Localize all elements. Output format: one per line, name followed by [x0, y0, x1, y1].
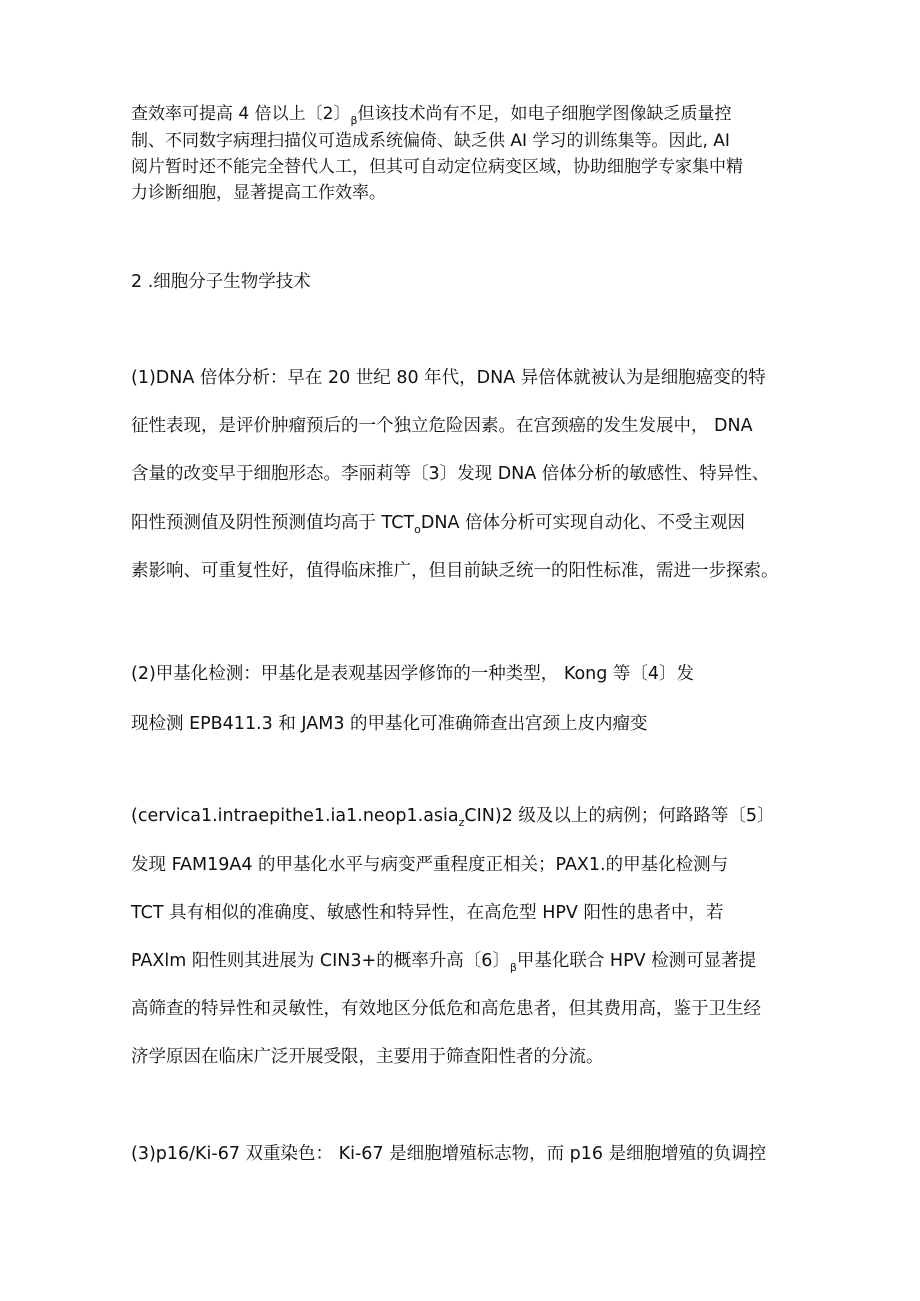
paragraph-line: 阳性预测值及阴性预测值均高于 $TCT_oDNA$ 倍体分析可实现自动化、不受主观因 [131, 513, 745, 536]
paragraph-line: 制、不同数字病理扫描仪可造成系统偏倚、缺乏供 AI 学习的训练集等。因此, AI [131, 131, 730, 151]
paragraph-line: 查效率可提高 4 倍以上〔2〕$_\beta$但该技术尚有不足，如电子细胞学图像缺乏质量控 [131, 104, 732, 127]
paragraph-line: (1)DNA 倍体分析：早在 20 世纪 80 年代，DNA 异倍体就被认为是细胞癌变的特 [131, 368, 766, 388]
paragraph-line: PAXlm 阳性则其进展为 CIN3+的概率升高〔6〕$_\beta$甲基化联合 HPV 检测可显著提 [131, 951, 757, 974]
paragraph-line: 征性表现，是评价肿瘤预后的一个独立危险因素。在宫颈癌的发生发展中， DNA [131, 416, 753, 436]
paragraph-line: (3)p16/Ki-67 双重染色： Ki-67 是细胞增殖标志物，而 p16 是细胞增殖的负调控 [131, 1144, 767, 1164]
paragraph-line: 含量的改变早于细胞形态。李丽莉等〔3〕发现 DNA 倍体分析的敏感性、特异性、 [131, 464, 770, 484]
paragraph-line: (2)甲基化检测：甲基化是表观基因学修饰的一种类型， Kong 等〔4〕发 [131, 664, 695, 684]
paragraph-line: (cervica1.intraepithe1.ia1.neop1.asia$_z$CIN)2 级及以上的病例；何路路等〔5〕 [131, 806, 775, 829]
paragraph-line: 现检测 EPB411.3 和 JAM3 的甲基化可准确筛查出宫颈上皮内瘤变 [131, 714, 648, 734]
paragraph-line: 济学原因在临床广泛开展受限，主要用于筛查阳性者的分流。 [131, 1047, 604, 1067]
paragraph-line: TCT 具有相似的准确度、敏感性和特异性，在高危型 HPV 阳性的患者中，若 [131, 903, 724, 923]
paragraph-line: 素影响、可重复性好，值得临床推广，但目前缺乏统一的阳性标准，需进一步探索。 [131, 561, 779, 581]
paragraph-line: 发现 FAM19A4 的甲基化水平与病变严重程度正相关；PAX1.的甲基化检测与 [131, 855, 729, 875]
paragraph-line: 高筛查的特异性和灵敏性，有效地区分低危和高危患者，但其费用高，鉴于卫生经 [131, 999, 761, 1019]
paragraph-line: 阅片暂时还不能完全替代人工，但其可自动定位病变区域，协助细胞学专家集中精 [131, 157, 743, 177]
section-heading: 2 .细胞分子生物学技术 [131, 272, 311, 292]
paragraph-line: 力诊断细胞，显著提高工作效率。 [131, 183, 386, 203]
